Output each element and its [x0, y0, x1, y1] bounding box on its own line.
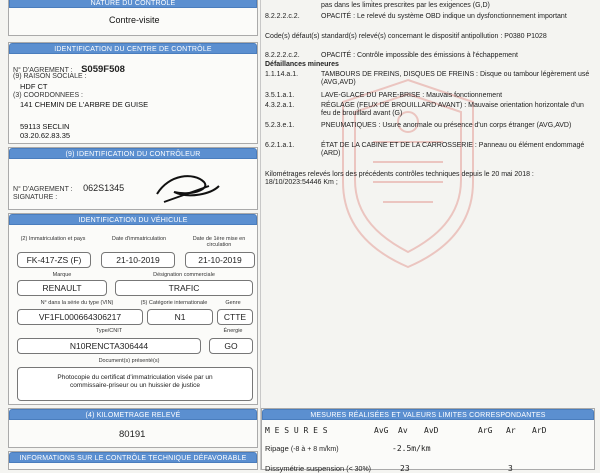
centre-city: 59113 SECLIN — [20, 122, 70, 131]
km-section — [8, 408, 258, 448]
vin-label: N° dans la série du type (VIN) — [40, 300, 114, 306]
centre-address: 141 CHEMIN DE L'ARBRE DE GUISE — [20, 100, 149, 109]
date-circ-label: Date de 1ère mise en circulation — [192, 236, 246, 248]
defect-text: LAVE-GLACE DU PARE-BRISE : Mauvais fonctionnement — [321, 92, 503, 99]
document-field: Photocopie du certificat d'immatriculation visée par un commissaire-priseur ou un huissier de justice — [17, 367, 253, 401]
defect-row — [265, 33, 591, 41]
centre-phone: 03.20.62.83.35 — [20, 131, 71, 140]
defect-text: OPACITÉ : Le relevé du système OBD indique un dysfonctionnement important — [321, 13, 567, 20]
defect-row — [265, 0, 591, 11]
controleur-section — [8, 147, 258, 210]
defect-text: Code(s) défaut(s) standard(s) relevé(s) concernant le dispositif antipollution : P0380 P1028 — [265, 33, 547, 40]
centre-band: IDENTIFICATION DU CENTRE DE CONTRÔLE — [9, 43, 257, 54]
defect-code: 6.2.1.a.1. — [265, 142, 295, 149]
energie-field: GO — [209, 338, 253, 354]
mesures-header-cell: ArG — [478, 426, 493, 435]
defect-text: RÉGLAGE (FEUX DE BROUILLARD AVANT) : Mauvaise orientation horizontale d'un feu de brouillard avant (G) — [321, 102, 584, 118]
control-type-band: NATURE DU CONTRÔLE — [9, 0, 257, 8]
categorie-field: N1 — [147, 309, 213, 325]
right-column — [260, 0, 594, 473]
energie-label: Énergie — [223, 328, 243, 334]
marque-label: Marque — [52, 272, 72, 278]
defavorable-band: INFORMATIONS SUR LE CONTRÔLE TECHNIQUE DÉFAVORABLE — [9, 452, 257, 463]
ripage-row — [265, 444, 339, 453]
ripage-range: (-8 à + 8 m/km) — [290, 446, 339, 453]
defect-text: ÉTAT DE LA CABINE ET DE LA CARROSSERIE : Panneau ou élément endommagé (ARD) — [321, 142, 585, 158]
controleur-band: (9) IDENTIFICATION DU CONTRÔLEUR — [9, 148, 257, 159]
dissym-av: 23 — [400, 464, 410, 473]
mesures-header-cell: M E S U R E S — [265, 426, 328, 435]
control-type-section — [8, 0, 258, 36]
signature-label: SIGNATURE : — [13, 194, 58, 201]
date-circ-field: 21-10-2019 — [185, 252, 255, 268]
signature-scribble — [149, 164, 229, 209]
ripage-value: -2.5m/km — [392, 444, 431, 453]
minor-defect-row — [265, 92, 591, 100]
defect-text: PNEUMATIQUES : Usure anormale ou présence d'un corps étranger (AVG,AVD) — [321, 122, 572, 129]
defect-row — [265, 13, 591, 21]
document-label: Document(s) présenté(s) — [98, 358, 160, 364]
controleur-agreement-label: N° D'AGREMENT : — [13, 186, 73, 193]
dissym-label: Dissymétrie suspension — [265, 464, 345, 473]
categorie-label: (5) Catégorie internationale — [140, 300, 208, 306]
defect-code: 8.2.2.2.c.2. — [265, 52, 300, 59]
mineures-title: Défaillances mineures — [265, 61, 339, 68]
type-field: N10RENCTA306444 — [17, 338, 201, 354]
designation-label: Désignation commerciale — [153, 272, 215, 278]
mesures-section — [261, 408, 595, 473]
km-band: (4) KILOMETRAGE RELEVÉ — [9, 409, 257, 420]
raison-label: (9) RAISON SOCIALE : — [13, 73, 87, 80]
centre-agreement-value: S059F508 — [81, 64, 125, 75]
defavorable-section — [8, 451, 258, 470]
minor-defect-row — [265, 102, 591, 119]
minor-defect-row — [265, 142, 591, 159]
defect-code: 1.1.14.a.1. — [265, 71, 299, 78]
defect-code: 4.3.2.a.1. — [265, 102, 295, 109]
mesures-header-cell: AvG — [374, 426, 389, 435]
mesures-header-cell: AvD — [424, 426, 439, 435]
km-history: Kilométrages relevés lors des précédents contrôles techniques depuis le 20 mai 2018 : 18/10/2023:54446 Km ; — [265, 171, 534, 187]
defect-code: 5.2.3.e.1. — [265, 122, 295, 129]
dissym-range: (< 30%) — [346, 466, 372, 473]
raison-value: HDF CT — [20, 82, 48, 91]
centre-agreement-label: N° D'AGREMENT : — [13, 67, 73, 74]
immat-label: (2) Immatriculation et pays — [20, 236, 86, 242]
mesures-header-cell: ArD — [532, 426, 547, 435]
vin-field: VF1FL000664306217 — [17, 309, 143, 325]
minor-defect-row — [265, 71, 591, 88]
mesures-band: MESURES RÉALISÉES ET VALEURS LIMITES CORRESPONDANTES — [262, 409, 594, 420]
dissym-row — [265, 464, 371, 473]
vehicle-section — [8, 213, 258, 405]
controleur-agreement-value: 062S1345 — [83, 183, 125, 193]
mesures-header-cell: Ar — [506, 426, 516, 435]
coord-label: (3) COORDONNEES : — [13, 92, 84, 99]
type-label: Type/CNIT — [95, 328, 123, 334]
vehicle-band: IDENTIFICATION DU VÉHICULE — [9, 214, 257, 225]
defect-code: 8.2.2.2.c.2. — [265, 13, 300, 20]
left-column — [8, 0, 258, 470]
designation-field: TRAFIC — [115, 280, 253, 296]
plate-field: FK-417-ZS (F) — [17, 252, 91, 268]
defect-text: OPACITÉ : Contrôle impossible des émissions à l'échappement — [321, 52, 518, 59]
defect-text: pas dans les limites prescrites par les exigences (G,D) — [321, 2, 490, 10]
visit-type: Contre-visite — [109, 15, 160, 25]
km-value: 80191 — [119, 429, 146, 440]
defect-text: TAMBOURS DE FREINS, DISQUES DE FREINS : Disque ou tambour légèrement usé (AVG,AVD) — [321, 71, 590, 87]
genre-field: CTTE — [217, 309, 253, 325]
ripage-label: Ripage — [265, 444, 289, 453]
date-immat-field: 21-10-2019 — [101, 252, 175, 268]
date-immat-label: Date d'immatriculation — [111, 236, 167, 242]
defect-row — [265, 52, 591, 60]
defect-code: 3.5.1.a.1. — [265, 92, 295, 99]
minor-defect-row — [265, 122, 591, 130]
marque-field: RENAULT — [17, 280, 107, 296]
genre-label: Genre — [225, 300, 241, 306]
centre-section — [8, 42, 258, 144]
mesures-header-cell: Av — [398, 426, 408, 435]
dissym-ar: 3 — [508, 464, 513, 473]
